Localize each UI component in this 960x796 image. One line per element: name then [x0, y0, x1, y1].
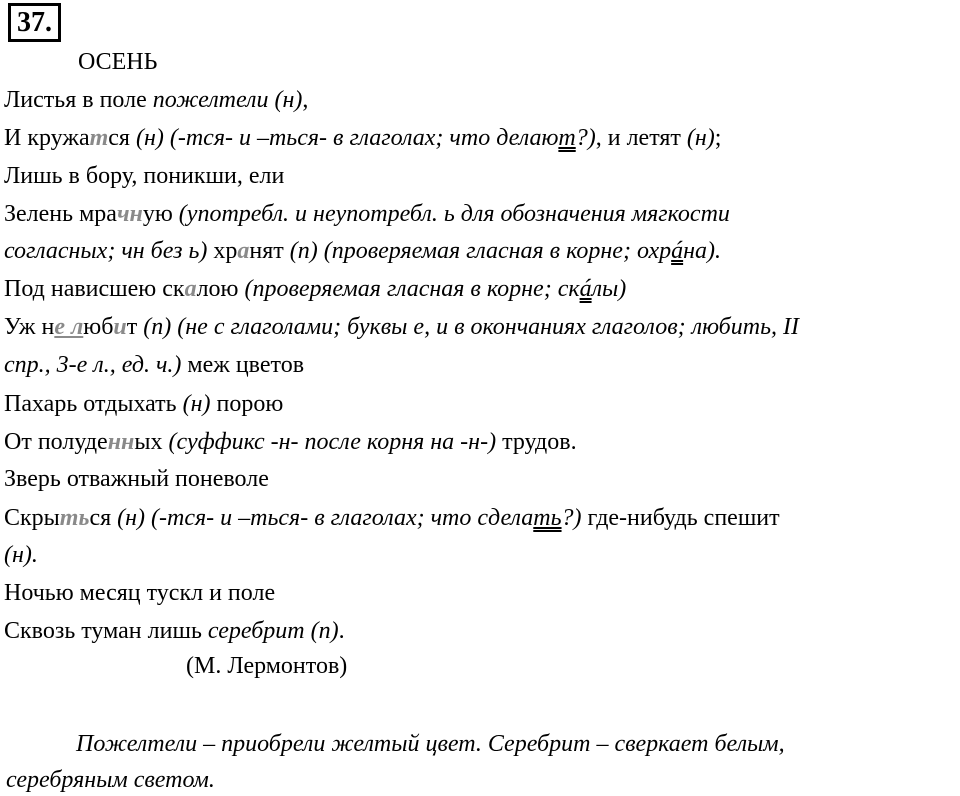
poem-line-13	[4, 540, 38, 570]
poem-title: ОСЕНЬ	[78, 49, 158, 75]
poem-line-3	[4, 161, 284, 191]
text: лою	[196, 276, 245, 302]
text: Ночью месяц тускл и поле	[4, 580, 276, 606]
poem-line-8	[4, 350, 304, 380]
poem-line-14	[4, 578, 275, 608]
text: Сквозь туман лишь	[4, 618, 208, 644]
text: где-нибудь спешит	[581, 505, 780, 531]
text: трудов.	[496, 429, 577, 455]
text: порою	[210, 391, 284, 417]
footnote-line-1: Пожелтели – приобрели желтый цвет. Серебрит – сверкает белым,	[76, 731, 785, 757]
text: От полуде	[4, 429, 108, 455]
note: (н)	[686, 125, 715, 151]
poem-line-6	[4, 274, 626, 304]
text: Пахарь отдыхать	[4, 391, 183, 417]
poem-line-4	[4, 199, 730, 229]
highlight: ть	[59, 505, 90, 531]
note: пожелтели (н)	[152, 87, 303, 113]
footnote-line-2: серебряным светом.	[6, 767, 215, 793]
text: хр	[207, 238, 238, 264]
underlined: á	[579, 276, 592, 302]
note: (н) (-тся- и –ться- в глаголах; что сдела	[117, 505, 534, 531]
poem-line-15	[4, 616, 345, 646]
highlight: и	[113, 314, 127, 340]
text: И кружа	[4, 125, 90, 151]
text: Зверь отважный поневоле	[4, 466, 269, 492]
note: лы)	[591, 276, 627, 302]
poem-line-10	[4, 427, 577, 457]
note: серебрит (п)	[207, 618, 339, 644]
text: ся	[89, 505, 118, 531]
text: ,	[302, 87, 309, 113]
note: (н) (-тся- и –ться- в глаголах; что делаю	[135, 125, 559, 151]
highlight: а	[237, 238, 250, 264]
poem-line-12	[4, 503, 780, 533]
highlight: а	[184, 276, 197, 302]
underlined: т	[558, 125, 576, 151]
note: (п) (не с глаголами; буквы е, и в окончаниях глаголов; любить, II	[143, 314, 799, 340]
text: т	[126, 314, 144, 340]
text: ых	[134, 429, 169, 455]
text: ся	[108, 125, 136, 151]
note: (проверяемая гласная в корне; ск	[244, 276, 580, 302]
text: меж цветов	[181, 352, 305, 378]
poem-line-5	[4, 236, 721, 266]
note: согласных; чн без ь)	[4, 238, 208, 264]
text: Листья в поле	[4, 87, 153, 113]
underlined: ть	[533, 505, 562, 531]
highlight: нн	[107, 429, 135, 455]
text: Скры	[4, 505, 60, 531]
poem-line-2	[4, 123, 721, 153]
exercise-number: 37.	[8, 3, 61, 42]
text: Лишь в бору, поникши, ели	[4, 163, 285, 189]
text: Уж н	[4, 314, 55, 340]
note: (употребл. и неупотребл. ь для обозначения мягкости	[178, 201, 730, 227]
note: (н)	[182, 391, 211, 417]
text: Под нависшею ск	[4, 276, 185, 302]
text: Зелень мра	[4, 201, 117, 227]
text: ую	[142, 201, 179, 227]
text: .	[338, 618, 345, 644]
underlined: á	[671, 238, 684, 264]
note: спр., 3-е л., ед. ч.)	[4, 352, 182, 378]
text: нят	[249, 238, 290, 264]
poem-line-9	[4, 389, 283, 419]
poem-line-7	[4, 312, 799, 342]
text: , и летят	[595, 125, 687, 151]
poem-line-11	[4, 464, 269, 494]
note: на).	[683, 238, 722, 264]
note: (п) (проверяемая гласная в корне; охр	[289, 238, 672, 264]
note: ?)	[561, 505, 582, 531]
note: ?)	[575, 125, 596, 151]
note: (суффикс -н- после корня на -н-)	[168, 429, 497, 455]
poem-line-1	[4, 85, 308, 115]
text: ;	[714, 125, 722, 151]
highlight: т	[89, 125, 109, 151]
highlight: чн	[116, 201, 143, 227]
text: юб	[83, 314, 114, 340]
text: .	[31, 542, 38, 568]
author: (М. Лермонтов)	[186, 653, 348, 679]
highlight: е л	[54, 314, 84, 340]
note: (н)	[4, 542, 32, 568]
